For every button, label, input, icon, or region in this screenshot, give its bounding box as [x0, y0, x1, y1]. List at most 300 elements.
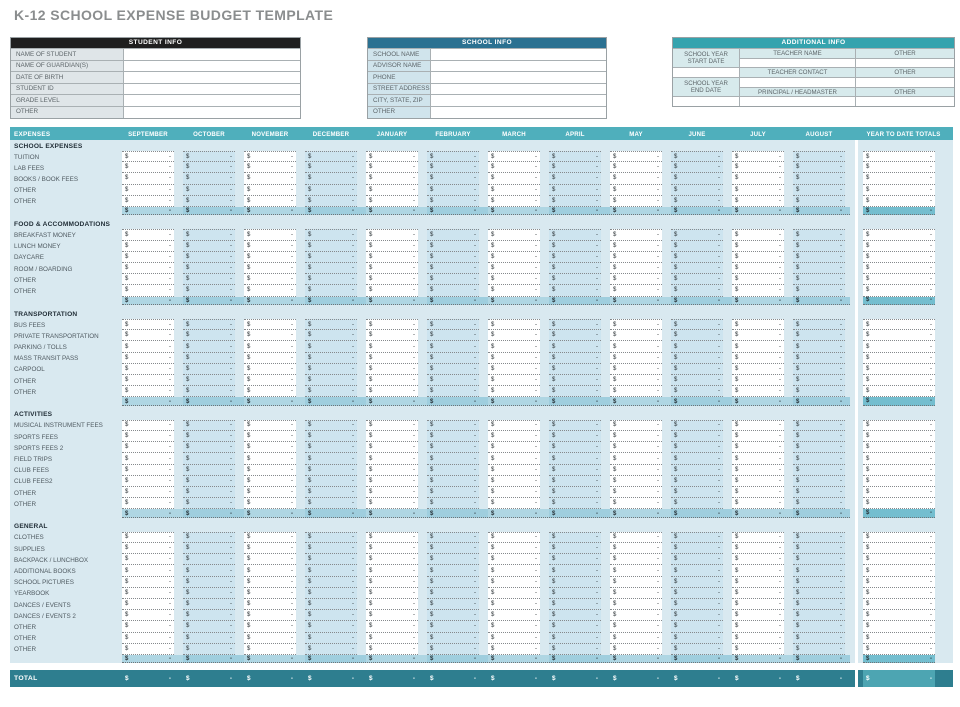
expense-cell[interactable]: [671, 151, 723, 162]
expense-cell[interactable]: [671, 621, 723, 632]
expense-cell[interactable]: [549, 420, 601, 431]
expense-cell[interactable]: [488, 543, 540, 554]
expense-cell[interactable]: [305, 241, 357, 252]
expense-cell[interactable]: [793, 644, 845, 655]
expense-cell[interactable]: [732, 442, 784, 453]
expense-cell[interactable]: [183, 554, 235, 565]
expense-cell[interactable]: [244, 364, 296, 375]
expense-cell[interactable]: [244, 476, 296, 487]
expense-cell[interactable]: [610, 543, 662, 554]
expense-cell[interactable]: [305, 319, 357, 330]
expense-cell[interactable]: [366, 196, 418, 207]
expense-cell[interactable]: [549, 151, 601, 162]
expense-cell[interactable]: [488, 532, 540, 543]
expense-cell[interactable]: [183, 252, 235, 263]
expense-cell[interactable]: [793, 532, 845, 543]
expense-cell[interactable]: [183, 621, 235, 632]
expense-cell[interactable]: [427, 487, 479, 498]
expense-cell[interactable]: [244, 185, 296, 196]
expense-cell[interactable]: [549, 431, 601, 442]
expense-cell[interactable]: [366, 252, 418, 263]
expense-cell[interactable]: [793, 588, 845, 599]
field-value-input[interactable]: [740, 96, 855, 106]
expense-cell[interactable]: [671, 330, 723, 341]
expense-cell[interactable]: [122, 341, 174, 352]
expense-cell[interactable]: [305, 173, 357, 184]
expense-cell[interactable]: [671, 241, 723, 252]
expense-cell[interactable]: [244, 453, 296, 464]
expense-cell[interactable]: [305, 487, 357, 498]
expense-cell[interactable]: [122, 162, 174, 173]
expense-cell[interactable]: [488, 263, 540, 274]
expense-cell[interactable]: [488, 476, 540, 487]
expense-cell[interactable]: [244, 442, 296, 453]
expense-cell[interactable]: [122, 386, 174, 397]
expense-cell[interactable]: [122, 610, 174, 621]
expense-cell[interactable]: [122, 487, 174, 498]
expense-cell[interactable]: [244, 543, 296, 554]
expense-cell[interactable]: [122, 241, 174, 252]
expense-cell[interactable]: [244, 633, 296, 644]
expense-cell[interactable]: [183, 386, 235, 397]
expense-cell[interactable]: [183, 487, 235, 498]
expense-cell[interactable]: [549, 543, 601, 554]
expense-cell[interactable]: [610, 386, 662, 397]
expense-cell[interactable]: [244, 565, 296, 576]
expense-cell[interactable]: [366, 162, 418, 173]
expense-cell[interactable]: [427, 173, 479, 184]
field-value-input[interactable]: [430, 61, 606, 72]
expense-cell[interactable]: [305, 532, 357, 543]
expense-cell[interactable]: [244, 487, 296, 498]
expense-cell[interactable]: [427, 386, 479, 397]
expense-cell[interactable]: [732, 274, 784, 285]
expense-cell[interactable]: [366, 442, 418, 453]
expense-cell[interactable]: [671, 173, 723, 184]
expense-cell[interactable]: [183, 173, 235, 184]
expense-cell[interactable]: [671, 420, 723, 431]
expense-cell[interactable]: [366, 610, 418, 621]
expense-cell[interactable]: [122, 420, 174, 431]
expense-cell[interactable]: [427, 341, 479, 352]
expense-cell[interactable]: [549, 274, 601, 285]
expense-cell[interactable]: [427, 185, 479, 196]
expense-cell[interactable]: [732, 173, 784, 184]
expense-cell[interactable]: [732, 364, 784, 375]
expense-cell[interactable]: [244, 274, 296, 285]
expense-cell[interactable]: [305, 162, 357, 173]
expense-cell[interactable]: [671, 431, 723, 442]
expense-cell[interactable]: [549, 162, 601, 173]
expense-cell[interactable]: [183, 151, 235, 162]
expense-cell[interactable]: [244, 599, 296, 610]
expense-cell[interactable]: [488, 453, 540, 464]
field-value-input[interactable]: [430, 49, 606, 60]
expense-cell[interactable]: [366, 353, 418, 364]
expense-cell[interactable]: [122, 543, 174, 554]
expense-cell[interactable]: [610, 319, 662, 330]
expense-cell[interactable]: [366, 375, 418, 386]
expense-cell[interactable]: [549, 263, 601, 274]
expense-cell[interactable]: [732, 431, 784, 442]
field-value-input[interactable]: [856, 96, 954, 106]
expense-cell[interactable]: [305, 588, 357, 599]
expense-cell[interactable]: [305, 274, 357, 285]
expense-cell[interactable]: [732, 588, 784, 599]
expense-cell[interactable]: [122, 285, 174, 296]
expense-cell[interactable]: [305, 565, 357, 576]
expense-cell[interactable]: [183, 420, 235, 431]
expense-cell[interactable]: [122, 196, 174, 207]
expense-cell[interactable]: [732, 196, 784, 207]
expense-cell[interactable]: [183, 341, 235, 352]
expense-cell[interactable]: [427, 644, 479, 655]
expense-cell[interactable]: [671, 588, 723, 599]
expense-cell[interactable]: [183, 442, 235, 453]
expense-cell[interactable]: [122, 375, 174, 386]
expense-cell[interactable]: [732, 465, 784, 476]
expense-cell[interactable]: [549, 565, 601, 576]
expense-cell[interactable]: [610, 353, 662, 364]
expense-cell[interactable]: [671, 532, 723, 543]
expense-cell[interactable]: [244, 375, 296, 386]
expense-cell[interactable]: [732, 319, 784, 330]
expense-cell[interactable]: [488, 285, 540, 296]
expense-cell[interactable]: [549, 476, 601, 487]
expense-cell[interactable]: [122, 229, 174, 240]
expense-cell[interactable]: [427, 465, 479, 476]
expense-cell[interactable]: [305, 151, 357, 162]
expense-cell[interactable]: [427, 633, 479, 644]
expense-cell[interactable]: [732, 241, 784, 252]
expense-cell[interactable]: [427, 263, 479, 274]
expense-cell[interactable]: [122, 633, 174, 644]
expense-cell[interactable]: [610, 162, 662, 173]
expense-cell[interactable]: [488, 442, 540, 453]
expense-cell[interactable]: [549, 532, 601, 543]
expense-cell[interactable]: [671, 577, 723, 588]
field-value-input[interactable]: [740, 58, 855, 68]
field-value-input[interactable]: [123, 95, 300, 106]
expense-cell[interactable]: [732, 353, 784, 364]
expense-cell[interactable]: [244, 532, 296, 543]
field-value-input[interactable]: [123, 49, 300, 60]
expense-cell[interactable]: [366, 599, 418, 610]
expense-cell[interactable]: [305, 364, 357, 375]
expense-cell[interactable]: [305, 420, 357, 431]
expense-cell[interactable]: [427, 241, 479, 252]
expense-cell[interactable]: [427, 353, 479, 364]
expense-cell[interactable]: [122, 532, 174, 543]
expense-cell[interactable]: [305, 476, 357, 487]
expense-cell[interactable]: [549, 453, 601, 464]
expense-cell[interactable]: [488, 319, 540, 330]
expense-cell[interactable]: [793, 241, 845, 252]
expense-cell[interactable]: [732, 543, 784, 554]
expense-cell[interactable]: [549, 319, 601, 330]
expense-cell[interactable]: [366, 577, 418, 588]
expense-cell[interactable]: [427, 599, 479, 610]
expense-cell[interactable]: [671, 633, 723, 644]
expense-cell[interactable]: [488, 599, 540, 610]
expense-cell[interactable]: [671, 565, 723, 576]
expense-cell[interactable]: [671, 465, 723, 476]
expense-cell[interactable]: [549, 386, 601, 397]
expense-cell[interactable]: [366, 565, 418, 576]
expense-cell[interactable]: [793, 476, 845, 487]
expense-cell[interactable]: [305, 196, 357, 207]
expense-cell[interactable]: [366, 364, 418, 375]
expense-cell[interactable]: [549, 364, 601, 375]
expense-cell[interactable]: [793, 543, 845, 554]
expense-cell[interactable]: [305, 330, 357, 341]
expense-cell[interactable]: [427, 453, 479, 464]
field-value-input[interactable]: [430, 84, 606, 95]
expense-cell[interactable]: [793, 252, 845, 263]
expense-cell[interactable]: [793, 274, 845, 285]
expense-cell[interactable]: [671, 353, 723, 364]
expense-cell[interactable]: [305, 644, 357, 655]
expense-cell[interactable]: [183, 543, 235, 554]
expense-cell[interactable]: [244, 610, 296, 621]
expense-cell[interactable]: [183, 241, 235, 252]
expense-cell[interactable]: [732, 644, 784, 655]
expense-cell[interactable]: [610, 588, 662, 599]
expense-cell[interactable]: [244, 644, 296, 655]
field-value-input[interactable]: [123, 61, 300, 72]
expense-cell[interactable]: [244, 319, 296, 330]
expense-cell[interactable]: [549, 621, 601, 632]
expense-cell[interactable]: [671, 285, 723, 296]
expense-cell[interactable]: [610, 364, 662, 375]
expense-cell[interactable]: [610, 185, 662, 196]
expense-cell[interactable]: [366, 487, 418, 498]
expense-cell[interactable]: [793, 610, 845, 621]
expense-cell[interactable]: [122, 431, 174, 442]
expense-cell[interactable]: [549, 633, 601, 644]
expense-cell[interactable]: [793, 599, 845, 610]
expense-cell[interactable]: [610, 229, 662, 240]
expense-cell[interactable]: [366, 498, 418, 509]
field-value-input[interactable]: [856, 58, 954, 68]
expense-cell[interactable]: [427, 420, 479, 431]
expense-cell[interactable]: [244, 420, 296, 431]
expense-cell[interactable]: [427, 476, 479, 487]
expense-cell[interactable]: [122, 565, 174, 576]
expense-cell[interactable]: [610, 577, 662, 588]
expense-cell[interactable]: [366, 476, 418, 487]
expense-cell[interactable]: [732, 498, 784, 509]
expense-cell[interactable]: [671, 319, 723, 330]
expense-cell[interactable]: [610, 252, 662, 263]
expense-cell[interactable]: [732, 621, 784, 632]
expense-cell[interactable]: [122, 173, 174, 184]
expense-cell[interactable]: [732, 453, 784, 464]
expense-cell[interactable]: [732, 487, 784, 498]
expense-cell[interactable]: [488, 554, 540, 565]
expense-cell[interactable]: [610, 442, 662, 453]
expense-cell[interactable]: [793, 633, 845, 644]
expense-cell[interactable]: [732, 599, 784, 610]
expense-cell[interactable]: [549, 173, 601, 184]
expense-cell[interactable]: [488, 196, 540, 207]
expense-cell[interactable]: [793, 162, 845, 173]
expense-cell[interactable]: [671, 476, 723, 487]
expense-cell[interactable]: [366, 588, 418, 599]
expense-cell[interactable]: [244, 229, 296, 240]
expense-cell[interactable]: [671, 375, 723, 386]
expense-cell[interactable]: [183, 319, 235, 330]
expense-cell[interactable]: [366, 173, 418, 184]
expense-cell[interactable]: [793, 341, 845, 352]
expense-cell[interactable]: [183, 644, 235, 655]
expense-cell[interactable]: [427, 252, 479, 263]
expense-cell[interactable]: [244, 241, 296, 252]
expense-cell[interactable]: [427, 274, 479, 285]
expense-cell[interactable]: [488, 229, 540, 240]
expense-cell[interactable]: [549, 375, 601, 386]
expense-cell[interactable]: [732, 375, 784, 386]
expense-cell[interactable]: [610, 554, 662, 565]
expense-cell[interactable]: [732, 285, 784, 296]
expense-cell[interactable]: [122, 453, 174, 464]
expense-cell[interactable]: [610, 532, 662, 543]
expense-cell[interactable]: [427, 431, 479, 442]
expense-cell[interactable]: [183, 465, 235, 476]
expense-cell[interactable]: [122, 498, 174, 509]
expense-cell[interactable]: [732, 420, 784, 431]
expense-cell[interactable]: [488, 252, 540, 263]
expense-cell[interactable]: [183, 431, 235, 442]
expense-cell[interactable]: [183, 274, 235, 285]
expense-cell[interactable]: [488, 185, 540, 196]
expense-cell[interactable]: [427, 543, 479, 554]
expense-cell[interactable]: [366, 532, 418, 543]
expense-cell[interactable]: [488, 241, 540, 252]
expense-cell[interactable]: [366, 431, 418, 442]
expense-cell[interactable]: [122, 465, 174, 476]
expense-cell[interactable]: [305, 442, 357, 453]
expense-cell[interactable]: [305, 465, 357, 476]
expense-cell[interactable]: [305, 599, 357, 610]
expense-cell[interactable]: [122, 599, 174, 610]
expense-cell[interactable]: [793, 285, 845, 296]
expense-cell[interactable]: [671, 610, 723, 621]
expense-cell[interactable]: [610, 498, 662, 509]
expense-cell[interactable]: [427, 151, 479, 162]
field-value-input[interactable]: [430, 95, 606, 106]
expense-cell[interactable]: [732, 151, 784, 162]
expense-cell[interactable]: [183, 577, 235, 588]
expense-cell[interactable]: [671, 554, 723, 565]
expense-cell[interactable]: [671, 229, 723, 240]
expense-cell[interactable]: [610, 599, 662, 610]
expense-cell[interactable]: [427, 532, 479, 543]
expense-cell[interactable]: [183, 285, 235, 296]
expense-cell[interactable]: [305, 498, 357, 509]
expense-cell[interactable]: [671, 162, 723, 173]
expense-cell[interactable]: [671, 442, 723, 453]
expense-cell[interactable]: [305, 386, 357, 397]
expense-cell[interactable]: [610, 644, 662, 655]
expense-cell[interactable]: [610, 263, 662, 274]
expense-cell[interactable]: [183, 263, 235, 274]
expense-cell[interactable]: [122, 644, 174, 655]
expense-cell[interactable]: [549, 196, 601, 207]
expense-cell[interactable]: [183, 588, 235, 599]
expense-cell[interactable]: [366, 420, 418, 431]
expense-cell[interactable]: [427, 229, 479, 240]
expense-cell[interactable]: [671, 341, 723, 352]
expense-cell[interactable]: [793, 565, 845, 576]
expense-cell[interactable]: [183, 498, 235, 509]
expense-cell[interactable]: [732, 577, 784, 588]
expense-cell[interactable]: [244, 353, 296, 364]
expense-cell[interactable]: [671, 644, 723, 655]
expense-cell[interactable]: [366, 263, 418, 274]
expense-cell[interactable]: [366, 633, 418, 644]
expense-cell[interactable]: [671, 453, 723, 464]
expense-cell[interactable]: [793, 621, 845, 632]
expense-cell[interactable]: [488, 341, 540, 352]
expense-cell[interactable]: [732, 330, 784, 341]
expense-cell[interactable]: [671, 274, 723, 285]
expense-cell[interactable]: [488, 565, 540, 576]
expense-cell[interactable]: [305, 263, 357, 274]
field-value-input[interactable]: [856, 77, 954, 87]
expense-cell[interactable]: [610, 610, 662, 621]
expense-cell[interactable]: [122, 442, 174, 453]
expense-cell[interactable]: [183, 330, 235, 341]
expense-cell[interactable]: [122, 554, 174, 565]
expense-cell[interactable]: [183, 610, 235, 621]
expense-cell[interactable]: [122, 330, 174, 341]
expense-cell[interactable]: [610, 173, 662, 184]
expense-cell[interactable]: [793, 498, 845, 509]
field-value-input[interactable]: [673, 67, 739, 77]
expense-cell[interactable]: [244, 465, 296, 476]
expense-cell[interactable]: [183, 476, 235, 487]
expense-cell[interactable]: [671, 386, 723, 397]
expense-cell[interactable]: [122, 476, 174, 487]
expense-cell[interactable]: [488, 487, 540, 498]
expense-cell[interactable]: [427, 498, 479, 509]
expense-cell[interactable]: [244, 588, 296, 599]
expense-cell[interactable]: [244, 173, 296, 184]
expense-cell[interactable]: [122, 252, 174, 263]
expense-cell[interactable]: [549, 644, 601, 655]
expense-cell[interactable]: [305, 185, 357, 196]
expense-cell[interactable]: [366, 151, 418, 162]
expense-cell[interactable]: [244, 498, 296, 509]
expense-cell[interactable]: [427, 375, 479, 386]
expense-cell[interactable]: [549, 588, 601, 599]
expense-cell[interactable]: [488, 588, 540, 599]
expense-cell[interactable]: [122, 151, 174, 162]
expense-cell[interactable]: [732, 185, 784, 196]
expense-cell[interactable]: [732, 229, 784, 240]
expense-cell[interactable]: [793, 420, 845, 431]
expense-cell[interactable]: [610, 465, 662, 476]
expense-cell[interactable]: [183, 532, 235, 543]
expense-cell[interactable]: [122, 353, 174, 364]
field-value-input[interactable]: [123, 107, 300, 118]
expense-cell[interactable]: [793, 386, 845, 397]
expense-cell[interactable]: [244, 431, 296, 442]
expense-cell[interactable]: [488, 498, 540, 509]
expense-cell[interactable]: [549, 285, 601, 296]
expense-cell[interactable]: [610, 487, 662, 498]
